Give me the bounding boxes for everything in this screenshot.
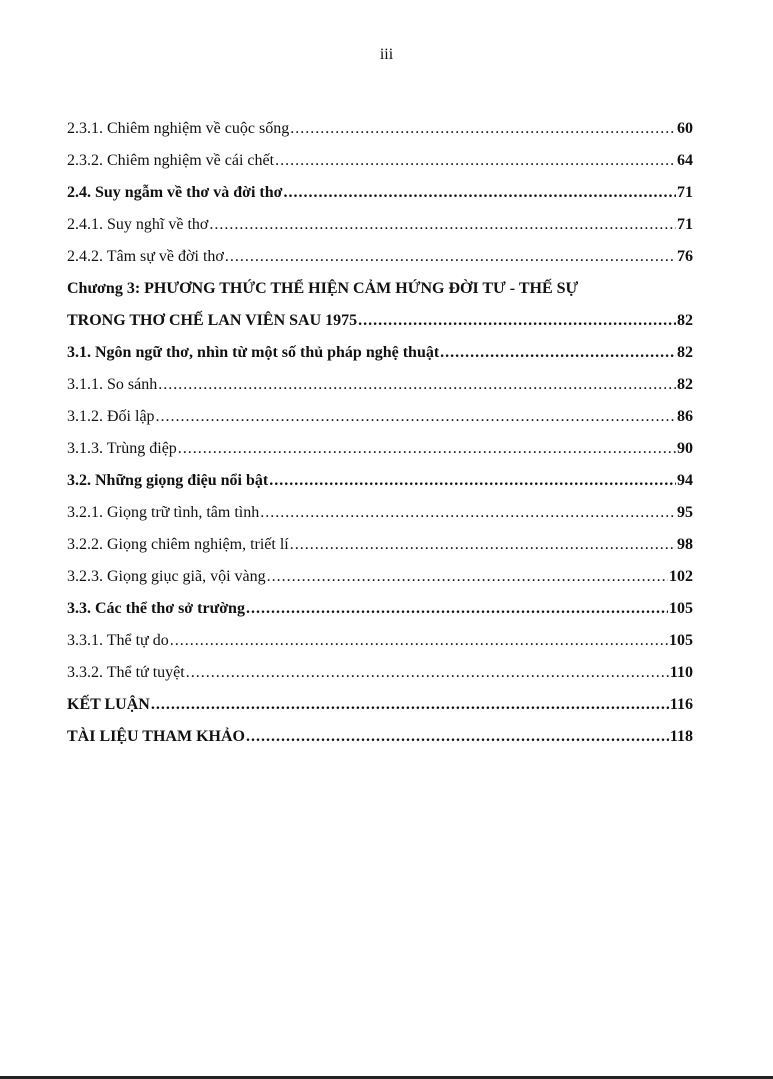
toc-entry[interactable] [67,150,693,182]
toc-entry-title: 2.4. Suy ngẫm về thơ và đời thơ [67,184,283,201]
dot-leader [440,342,676,364]
toc-entry[interactable] [67,662,693,694]
dot-leader [246,598,668,620]
toc-entry-title: 3.3.1. Thể tự do [67,632,169,649]
toc-entry-title: 3.2. Những giọng điệu nổi bật [67,472,269,489]
toc-entry-title: 2.4.1. Suy nghĩ về thơ [67,216,209,233]
toc-entry[interactable] [67,726,693,758]
dot-leader [151,694,669,716]
toc-entry-page-number: 64 [677,152,693,169]
toc-entry-title: TÀI LIỆU THAM KHẢO [67,728,245,745]
toc-entry-page-number: 90 [677,440,693,457]
dot-leader [246,726,669,748]
toc-entry-title: 3.1. Ngôn ngữ thơ, nhìn từ một số thủ pháp nghệ thuật [67,344,440,361]
toc-entry-title: 3.2.3. Giọng giục giã, vội vàng [67,568,266,585]
toc-entry[interactable] [67,182,693,214]
toc-entry[interactable] [67,694,693,726]
dot-leader [275,150,676,172]
toc-entry-title: 2.4.2. Tâm sự về đời thơ [67,248,224,265]
toc-entry-title: 2.3.1. Chiêm nghiệm về cuộc sống [67,120,290,137]
toc-entry-page-number: 94 [677,472,693,489]
toc-entry-page-number: 76 [677,248,693,265]
dot-leader [290,534,676,556]
toc-entry-page-number: 86 [677,408,693,425]
toc-entry[interactable] [67,566,693,598]
dot-leader [267,566,668,588]
toc-entry[interactable] [67,438,693,470]
toc-entry-title: 3.1.3. Trùng điệp [67,440,177,457]
toc-entry-title: 3.2.1. Giọng trữ tình, tâm tình [67,504,260,521]
dot-leader [269,470,676,492]
toc-entry[interactable] [67,406,693,438]
dot-leader [358,310,676,332]
dot-leader [225,246,676,268]
dot-leader [209,214,676,236]
toc-entry-title: TRONG THƠ CHẾ LAN VIÊN SAU 1975 [67,312,358,329]
toc-entry-title: 3.3. Các thể thơ sở trường [67,600,245,617]
toc-entry-page-number: 82 [677,376,693,393]
toc-entry[interactable] [67,502,693,534]
toc-entry-page-number: 116 [669,696,693,713]
toc-entry-page-number: 82 [677,312,693,329]
toc-entry-page-number: 82 [677,344,693,361]
toc-entry[interactable] [67,534,693,566]
toc-entry-title: 3.1.2. Đối lập [67,408,155,425]
toc-entry-page-number: 105 [669,600,693,617]
toc-entry[interactable] [67,342,693,374]
page-number: iii [379,46,394,63]
dot-leader [186,662,669,684]
toc-entry-page-number: 71 [677,216,693,233]
toc-entry[interactable] [67,470,693,502]
toc-entry-page-number: 71 [677,184,693,201]
toc-entry-title: 3.1.1. So sánh [67,376,158,393]
toc-entry-page-number: 105 [669,632,693,649]
dot-leader [170,630,668,652]
toc-entry-title: Chương 3: PHƯƠNG THỨC THỂ HIỆN CẢM HỨNG ĐỜI TƯ - THẾ SỰ [67,280,579,297]
toc-entry[interactable] [67,278,693,310]
table-of-contents [67,118,693,758]
toc-entry[interactable] [67,246,693,278]
toc-entry-page-number: 110 [669,664,693,681]
dot-leader [156,406,676,428]
toc-entry-title: 2.3.2. Chiêm nghiệm về cái chết [67,152,275,169]
toc-entry-title: 3.3.2. Thể tứ tuyệt [67,664,185,681]
toc-entry-page-number: 60 [677,120,693,137]
toc-entry-title: KẾT LUẬN [67,696,150,713]
toc-entry[interactable] [67,310,693,342]
toc-entry-page-number: 95 [677,504,693,521]
toc-entry[interactable] [67,118,693,150]
toc-entry[interactable] [67,214,693,246]
dot-leader [260,502,676,524]
toc-entry-title: 3.2.2. Giọng chiêm nghiệm, triết lí [67,536,289,553]
dot-leader [178,438,676,460]
toc-entry[interactable] [67,374,693,406]
toc-entry[interactable] [67,598,693,630]
toc-entry-page-number: 118 [669,728,693,745]
toc-entry-page-number: 98 [677,536,693,553]
dot-leader [284,182,677,204]
toc-entry[interactable] [67,630,693,662]
dot-leader [290,118,676,140]
toc-entry-page-number: 102 [669,568,693,585]
dot-leader [158,374,676,396]
